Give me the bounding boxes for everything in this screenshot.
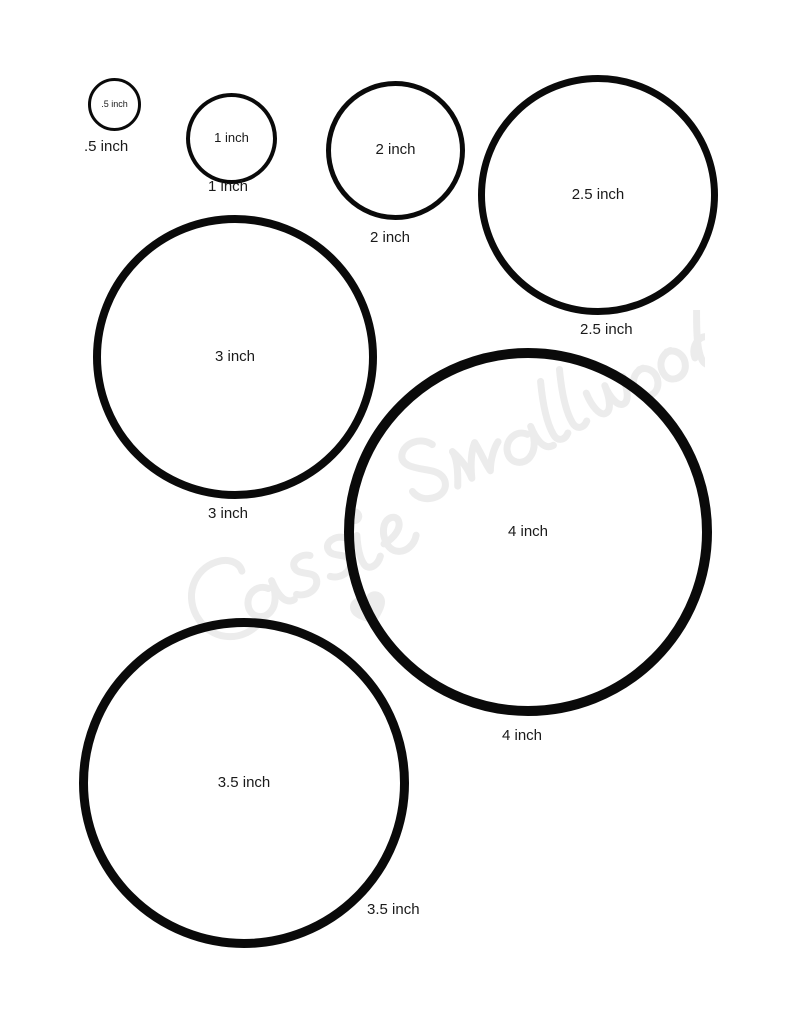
circle-0-5-inch-inner-label: .5 inch (101, 98, 128, 109)
circle-3-5-inch-caption: 3.5 inch (367, 901, 420, 918)
circle-2-inch-caption: 2 inch (370, 229, 411, 246)
circle-3-inch (93, 215, 377, 499)
circle-3-5-inch-inner-label: 3.5 inch (217, 773, 271, 791)
circle-3-inch-inner-label: 3 inch (214, 347, 256, 365)
circle-4-inch-caption: 4 inch (502, 727, 543, 744)
circle-2-5-inch-inner-label: 2.5 inch (571, 185, 625, 203)
circle-2-5-inch (478, 75, 718, 315)
circle-1-inch-caption: 1 inch (208, 178, 249, 195)
circle-4-inch-inner-label: 4 inch (507, 522, 549, 540)
circle-0-5-inch (88, 78, 141, 131)
circle-1-inch-inner-label: 1 inch (214, 130, 249, 146)
circle-3-inch-caption: 3 inch (208, 505, 249, 522)
circle-3-5-inch (79, 618, 409, 948)
circle-2-inch (326, 81, 465, 220)
circle-0-5-inch-caption: .5 inch (84, 138, 129, 155)
circle-2-inch-inner-label: 2 inch (375, 141, 416, 159)
circle-1-inch (186, 93, 277, 184)
circle-4-inch (344, 348, 712, 716)
circle-2-5-inch-caption: 2.5 inch (580, 321, 633, 338)
